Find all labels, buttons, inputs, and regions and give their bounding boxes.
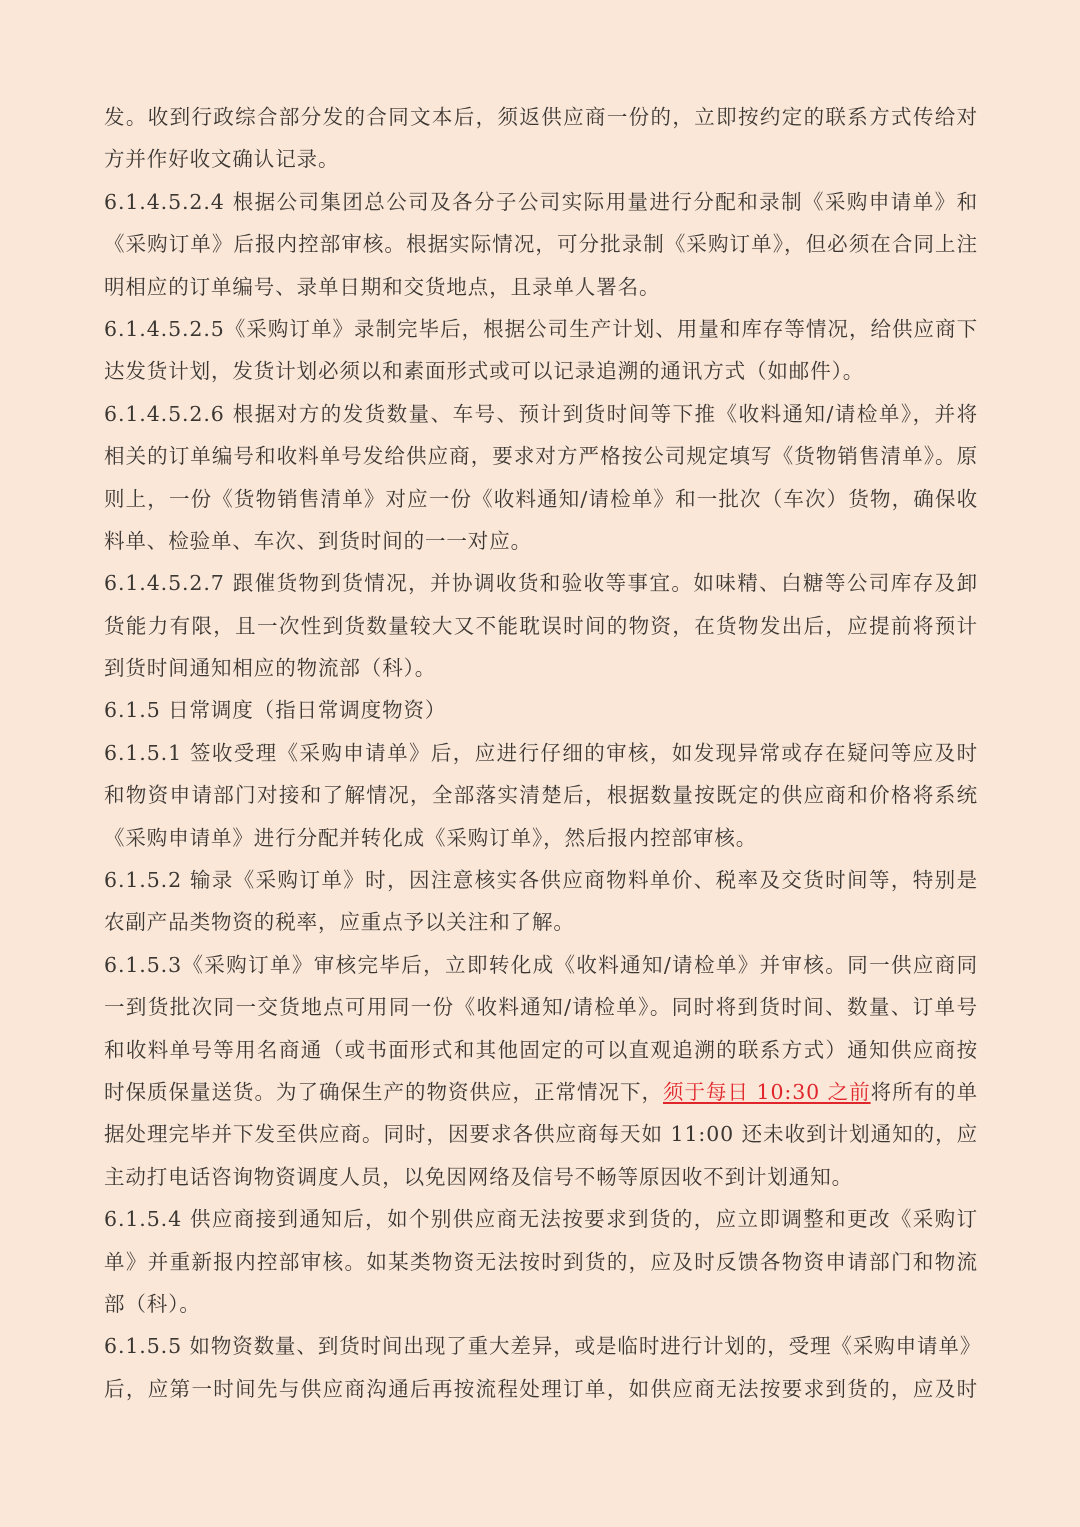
text-line: 相关的订单编号和收料单号发给供应商，要求对方严格按公司规定填写《货物销售清单》。原 bbox=[104, 444, 978, 469]
paragraph-group bbox=[104, 96, 978, 1071]
text-line: 达发货计划，发货计划必须以和素面形式或可以记录追溯的通讯方式（如邮件）。 bbox=[104, 359, 865, 384]
text-line: 部（科）。 bbox=[104, 1291, 201, 1316]
text-line: 料单、检验单、车次、到货时间的一一对应。 bbox=[104, 528, 532, 553]
text-line: 发。收到行政综合部分发的合同文本后，须返供应商一份的，立即按约定的联系方式传给对 bbox=[104, 105, 978, 129]
text-line: 货能力有限，且一次性到货数量较大又不能耽误时间的物资，在货物发出后，应提前将预计 bbox=[104, 613, 978, 638]
text-line: 6.1.5.4 供应商接到通知后，如个别供应商无法按要求到货的，应立即调整和更改《采购订 bbox=[104, 1207, 978, 1232]
deadline-highlight: 须于每日 10:30 之前 bbox=[663, 1079, 871, 1104]
paragraph-group bbox=[104, 1113, 982, 1410]
document-body bbox=[104, 96, 982, 1410]
text-line: 6.1.4.5.2.5《采购订单》录制完毕后，根据公司生产计划、用量和库存等情况，给供应商下 bbox=[104, 316, 978, 341]
text-line: 和物资申请部门对接和了解情况，全部落实清楚后，根据数量按既定的供应商和价格将系统 bbox=[104, 783, 978, 808]
text-line: 6.1.5.1 签收受理《采购申请单》后，应进行仔细的审核，如发现异常或存在疑问等应及时 bbox=[104, 740, 978, 765]
text-line: 方并作好收文确认记录。 bbox=[104, 147, 340, 172]
text-line: 6.1.4.5.2.6 根据对方的发货数量、车号、预计到货时间等下推《收料通知/请检单》，并将 bbox=[104, 401, 978, 426]
text-line: 6.1.5 日常调度（指日常调度物资） bbox=[104, 698, 447, 723]
text-line: 《采购申请单》进行分配并转化成《采购订单》，然后报内控部审核。 bbox=[104, 825, 758, 850]
text-line: 则上，一份《货物销售清单》对应一份《收料通知/请检单》和一批次（车次）货物，确保收 bbox=[104, 486, 978, 511]
text-line: 《采购订单》后报内控部审核。根据实际情况，可分批录制《采购订单》，但必须在合同上注 bbox=[104, 232, 978, 257]
text-line: 6.1.5.5 如物资数量、到货时间出现了重大差异，或是临时进行计划的，受理《采购申请单》 bbox=[104, 1334, 982, 1359]
deadline-line-before: 时保质保量送货。为了确保生产的物资供应，正常情况下， bbox=[104, 1079, 663, 1104]
text-line: 和收料单号等用名商通（或书面形式和其他固定的可以直观追溯的联系方式）通知供应商按 bbox=[104, 1037, 978, 1062]
text-line: 主动打电话咨询物资调度人员，以免因网络及信号不畅等原因收不到计划通知。 bbox=[104, 1164, 853, 1189]
deadline-line-after: 将所有的单 bbox=[870, 1079, 979, 1104]
deadline-line bbox=[104, 1071, 978, 1113]
text-line: 后，应第一时间先与供应商沟通后再按流程处理订单，如供应商无法按要求到货的，应及时 bbox=[104, 1376, 978, 1401]
text-line: 6.1.4.5.2.7 跟催货物到货情况，并协调收货和验收等事宜。如味精、白糖等公司库存及卸 bbox=[104, 571, 978, 596]
text-line: 农副产品类物资的税率，应重点予以关注和了解。 bbox=[104, 910, 575, 935]
text-line: 6.1.4.5.2.4 根据公司集团总公司及各分子公司实际用量进行分配和录制《采购申请单》和 bbox=[104, 189, 978, 214]
text-line: 6.1.5.2 输录《采购订单》时，因注意核实各供应商物料单价、税率及交货时间等，特别是 bbox=[104, 868, 978, 893]
text-line: 到货时间通知相应的物流部（科）。 bbox=[104, 656, 437, 681]
text-line: 一到货批次同一交货地点可用同一份《收料通知/请检单》。同时将到货时间、数量、订单号 bbox=[104, 995, 978, 1020]
text-line: 单》并重新报内控部审核。如某类物资无法按时到货的，应及时反馈各物资申请部门和物流 bbox=[104, 1249, 978, 1274]
text-line: 6.1.5.3《采购订单》审核完毕后，立即转化成《收料通知/请检单》并审核。同一供应商同 bbox=[104, 952, 978, 977]
text-line: 明相应的订单编号、录单日期和交货地点，且录单人署名。 bbox=[104, 274, 661, 299]
text-line: 据处理完毕并下发至供应商。同时，因要求各供应商每天如 11:00 还未收到计划通知的，应 bbox=[104, 1122, 978, 1147]
